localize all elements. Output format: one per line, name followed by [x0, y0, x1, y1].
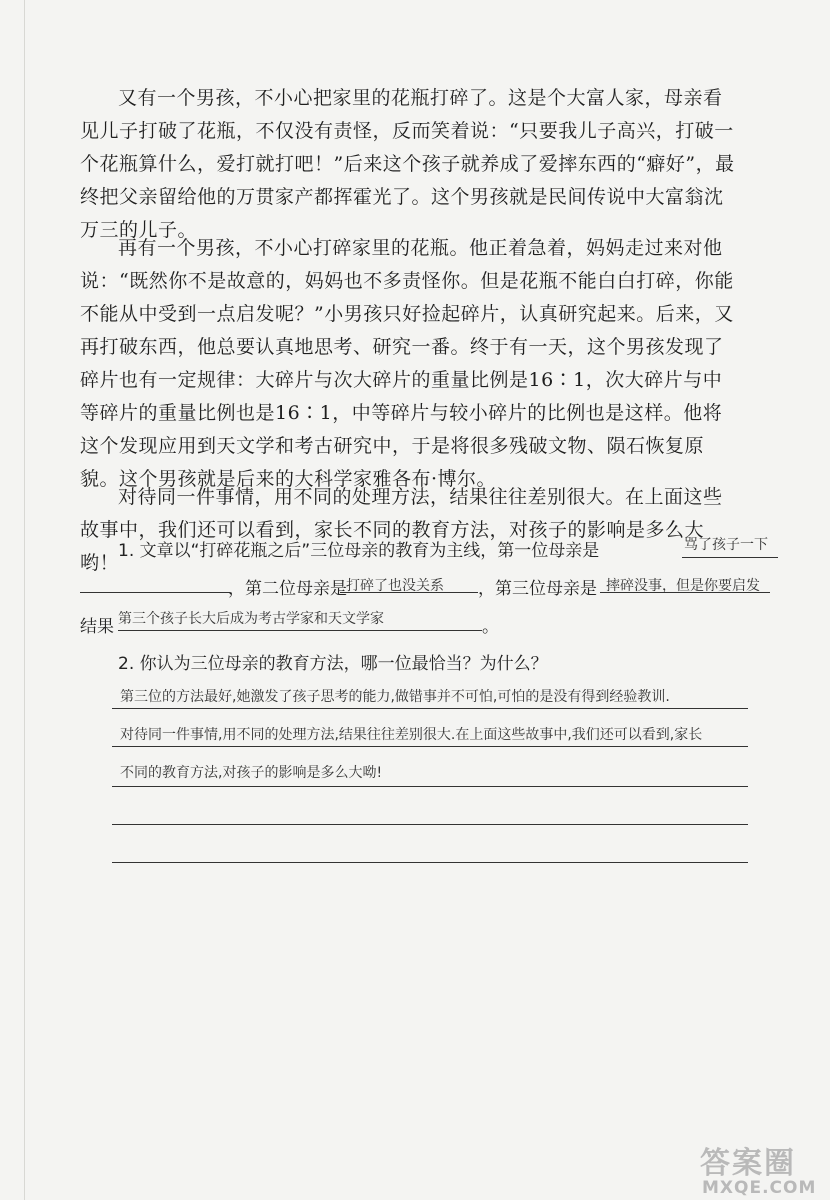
question-1-stem: 1. 文章以“打碎花瓶之后”三位母亲的教育为主线，第一位母亲是	[118, 541, 600, 561]
passage-paragraph-3: 对待同一件事情，用不同的处理方法，结果往往差别很大。在上面这些故事中，我们还可以看到，家长不同的教育方法，对孩子的影响是多么大哟！	[80, 486, 723, 574]
q1-third-label: ，第三位母亲是	[478, 579, 597, 599]
watermark-url: MXQE.COM	[702, 1178, 817, 1198]
q2-ruled-line-2	[112, 746, 748, 747]
q2-ruled-line-1	[112, 708, 748, 709]
q2-ruled-line-4	[112, 824, 748, 825]
passage-paragraph-1: 又有一个男孩，不小心把家里的花瓶打碎了。这是个大富人家，母亲看见儿子打破了花瓶，不仅没有责怪，反而笑着说：“只要我儿子高兴，打破一个花瓶算什么，爱打就打吧！”后来这个孩子就养成了爱摔东西的“癖好”，最终把父亲留给他的万贯家产都挥霍光了。这个男孩就是民间传说中大富翁沈万三的儿子。	[80, 87, 735, 241]
q2-answer-line-2: 对待同一件事情,用不同的处理方法,结果往往差别很大.在上面这些故事中,我们还可以看到,家长	[120, 727, 703, 743]
q1-answer-1: 骂了孩子一下	[684, 537, 768, 553]
q1-answer-2: 打碎了也没关系	[346, 578, 444, 594]
q2-ruled-line-5	[112, 862, 748, 863]
q1-result-label: 结果	[80, 617, 114, 637]
watermark	[700, 1138, 816, 1198]
q1-second-label: ，第二位母亲是	[228, 579, 347, 599]
question-2-stem: 2. 你认为三位母亲的教育方法，哪一位最恰当？为什么？	[118, 654, 548, 674]
q1-answer-4-line	[118, 630, 482, 631]
page-fold-shadow	[24, 0, 25, 1200]
q2-answer-line-3: 不同的教育方法,对孩子的影响是多么大呦!	[120, 765, 383, 781]
watermark-logo: 答案圈	[700, 1146, 796, 1181]
q2-answer-line-1: 第三位的方法最好,她激发了孩子思考的能力,做错事并不可怕,可怕的是没有得到经验教训.	[120, 689, 670, 705]
q1-answer-3: 摔碎没事，但是你要启发	[606, 578, 760, 594]
q1-answer-1-continuation-line	[80, 592, 230, 593]
q2-ruled-line-3	[112, 786, 748, 787]
q1-end-mark: 。	[482, 617, 499, 637]
q1-answer-1-line	[682, 557, 778, 558]
passage-paragraph-2: 再有一个男孩，不小心打碎家里的花瓶。他正着急着，妈妈走过来对他说：“既然你不是故意的，妈妈也不多责怪你。但是花瓶不能白白打碎，你能不能从中受到一点启发呢？”小男孩只好捡起碎片，认真研究起来。后来，又再打破东西，他总要认真地思考、研究一番。终于有一天，这个男孩发现了碎片也有一定规律：大碎片与次大碎片的重量比例是16∶1，次大碎片与中等碎片的重量比例也是16∶1，中等碎片与较小碎片的比例也是这样。他将这个发现应用到天文学和考古研究中，于是将很多残破文物、陨石恢复原貌。这个男孩就是后来的大科学家雅各布·博尔。	[80, 237, 734, 490]
q1-answer-4: 第三个孩子长大后成为考古学家和天文学家	[118, 611, 384, 627]
